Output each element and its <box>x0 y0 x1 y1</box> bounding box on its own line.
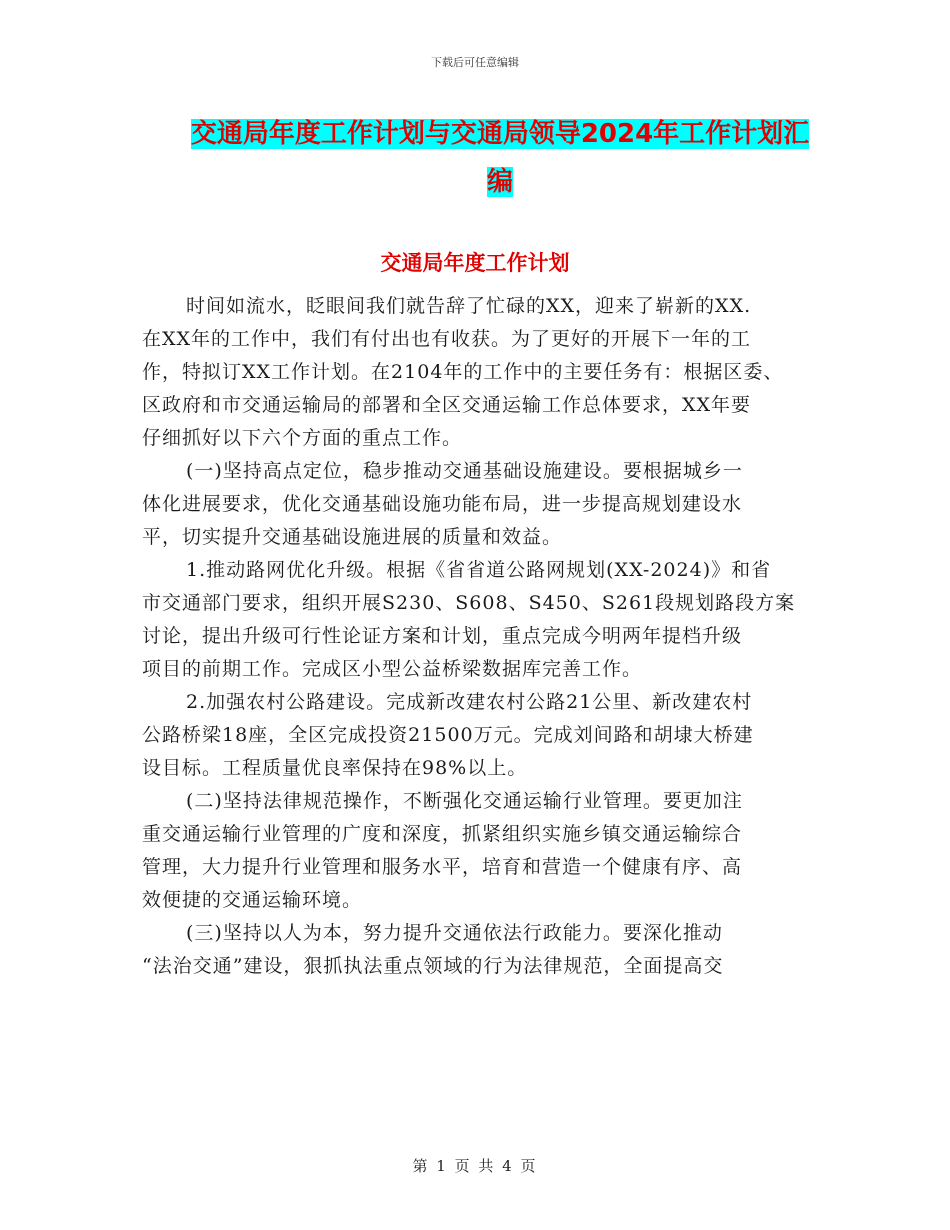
header-note: 下载后可任意编辑 <box>431 56 519 69</box>
paragraph <box>142 785 822 917</box>
paragraph-line: 平，切实提升交通基础设施进展的质量和效益。 <box>142 526 563 548</box>
document-title-line-2: 编 <box>486 167 513 197</box>
paragraph-line: 在XX年的工作中，我们有付出也有收获。为了更好的开展下一年的工 <box>142 328 752 350</box>
paragraph <box>142 917 822 983</box>
document-title-line-1: 交通局年度工作计划与交通局领导2024年工作计划汇 <box>190 119 810 149</box>
section-title: 交通局年度工作计划 <box>380 251 570 275</box>
page-footer: 第 1 页 共 4 页 <box>412 1157 538 1175</box>
paragraph <box>142 290 822 455</box>
paragraph-line: 效便捷的交通运输环境。 <box>142 889 363 911</box>
paragraph-line: “法治交通”建设，狠抓执法重点领域的行为法律规范，全面提高交 <box>142 955 724 977</box>
paragraph-line: 作，特拟订XX工作计划。在2104年的工作中的主要任务有：根据区委、 <box>142 361 784 383</box>
paragraph-line: 市交通部门要求，组织开展S230、S608、S450、S261段规划路段方案 <box>142 592 796 614</box>
paragraph <box>142 554 822 686</box>
paragraph-line: 重交通运输行业管理的广度和深度，抓紧组织实施乡镇交通运输综合 <box>142 823 743 845</box>
paragraph-line: 设目标。工程质量优良率保持在98%以上。 <box>142 757 528 779</box>
paragraph-line: (三)坚持以人为本，努力提升交通依法行政能力。要深化推动 <box>186 922 723 944</box>
paragraph-line: 体化进展要求，优化交通基础设施功能布局，进一步提高规划建设水 <box>142 493 743 515</box>
paragraph-line: 2.加强农村公路建设。完成新改建农村公路21公里、新改建农村 <box>186 691 753 713</box>
body-text <box>142 290 822 983</box>
paragraph-line: 时间如流水，眨眼间我们就告辞了忙碌的XX，迎来了崭新的XX. <box>186 295 752 317</box>
paragraph-line: 项目的前期工作。完成区小型公益桥梁数据库完善工作。 <box>142 658 643 680</box>
paragraph-line: (一)坚持高点定位，稳步推动交通基础设施建设。要根据城乡一 <box>186 460 743 482</box>
paragraph <box>142 455 822 554</box>
paragraph-line: 公路桥梁18座，全区完成投资21500万元。完成刘间路和胡埭大桥建 <box>142 724 754 746</box>
paragraph <box>142 686 822 785</box>
paragraph-line: 讨论，提出升级可行性论证方案和计划，重点完成今明两年提档升级 <box>142 625 743 647</box>
paragraph-line: 仔细抓好以下六个方面的重点工作。 <box>142 427 463 449</box>
paragraph-line: 管理，大力提升行业管理和服务水平，培育和营造一个健康有序、高 <box>142 856 743 878</box>
paragraph-line: 1.推动路网优化升级。根据《省省道公路网规划(XX-2024)》和省 <box>186 559 772 581</box>
paragraph-line: 区政府和市交通运输局的部署和全区交通运输工作总体要求，XX年要 <box>142 394 752 416</box>
document-title <box>185 110 815 206</box>
paragraph-line: (二)坚持法律规范操作，不断强化交通运输行业管理。要更加注 <box>186 790 743 812</box>
